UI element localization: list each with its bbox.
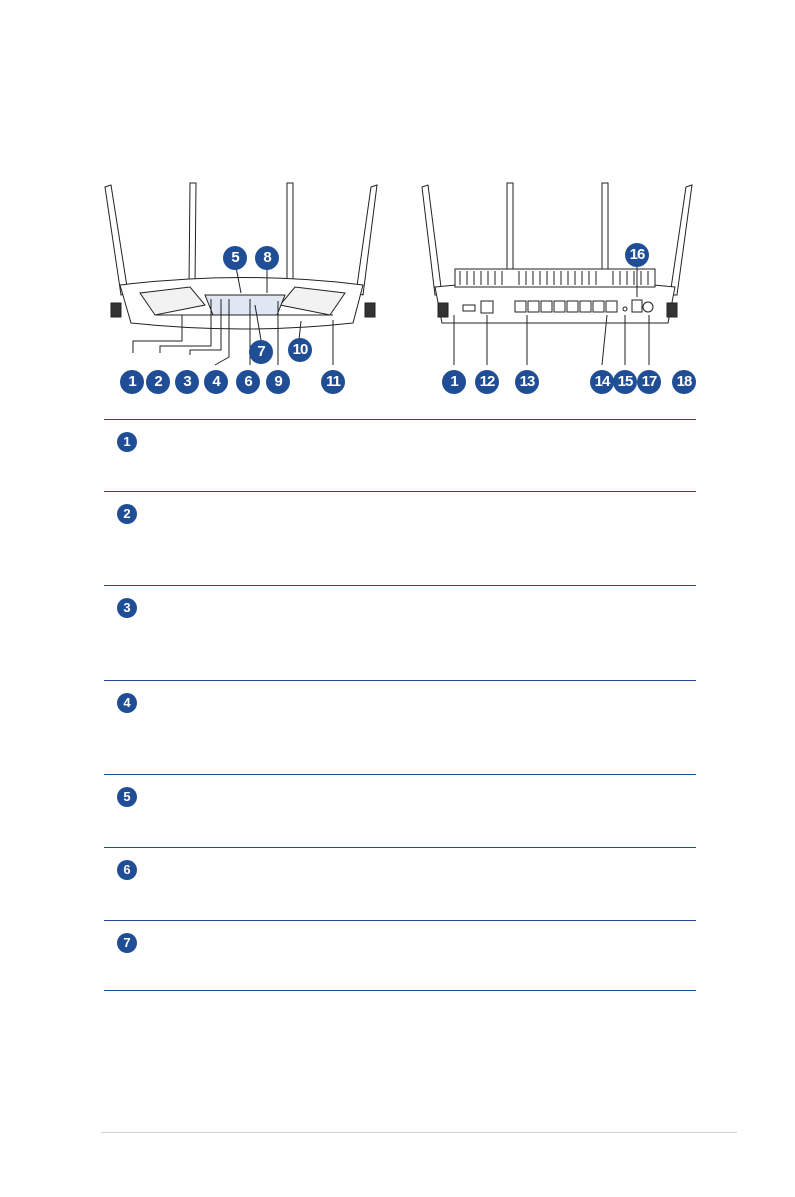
front-callout-5: 5: [223, 246, 247, 270]
footer-rule: [101, 1132, 737, 1133]
rear-view-illustration: [422, 183, 692, 365]
front-callout-6: 6: [236, 370, 260, 394]
legend-row-1: [104, 419, 696, 492]
front-callout-10: 10: [288, 338, 312, 362]
rear-antenna-4: [670, 185, 692, 295]
legend-row-4: [104, 680, 696, 775]
legend-row-2: [104, 491, 696, 586]
front-callout-7: 7: [249, 340, 273, 364]
rear-antenna-1: [422, 185, 442, 295]
rear-callout-17: 17: [637, 370, 661, 394]
legend-table: [104, 419, 696, 992]
front-antenna-3: [287, 183, 293, 285]
rear-usb-port: [463, 305, 475, 311]
front-callout-2: 2: [146, 370, 170, 394]
rear-power-switch: [632, 300, 642, 312]
rear-reset-hole: [623, 307, 627, 311]
legend-badge-3: 3: [117, 598, 137, 618]
legend-badge-7: 7: [117, 933, 137, 953]
legend-bottom-rule: [104, 990, 696, 991]
rear-callout-13: 13: [515, 370, 539, 394]
rear-callout-16: 16: [625, 243, 649, 267]
rear-callout-1: 1: [442, 370, 466, 394]
rear-callout-12: 12: [475, 370, 499, 394]
front-antenna-4: [356, 185, 377, 295]
router-diagrams: [95, 175, 705, 400]
router-illustration: [95, 175, 705, 400]
front-callout-9: 9: [266, 370, 290, 394]
front-callout-4: 4: [204, 370, 228, 394]
front-antenna-2: [189, 183, 196, 285]
legend-badge-6: 6: [117, 860, 137, 880]
front-callout-11: 11: [321, 370, 345, 394]
rear-wan-port: [481, 301, 493, 313]
legend-row-7: [104, 920, 696, 991]
legend-badge-5: 5: [117, 787, 137, 807]
front-callout-1: 1: [120, 370, 144, 394]
legend-badge-4: 4: [117, 693, 137, 713]
rear-callout-14: 14: [590, 370, 614, 394]
rear-power-jack: [643, 302, 653, 312]
front-view-illustration: [105, 183, 377, 365]
front-antenna-1: [105, 185, 128, 295]
rear-callout-18: 18: [672, 370, 696, 394]
rear-callout-15: 15: [613, 370, 637, 394]
legend-row-5: [104, 774, 696, 848]
legend-badge-2: 2: [117, 504, 137, 524]
legend-badge-1: 1: [117, 432, 137, 452]
rear-vent: [460, 271, 648, 285]
legend-row-6: [104, 847, 696, 921]
legend-row-3: [104, 585, 696, 681]
front-callout-8: 8: [255, 246, 279, 270]
front-callout-3: 3: [175, 370, 199, 394]
